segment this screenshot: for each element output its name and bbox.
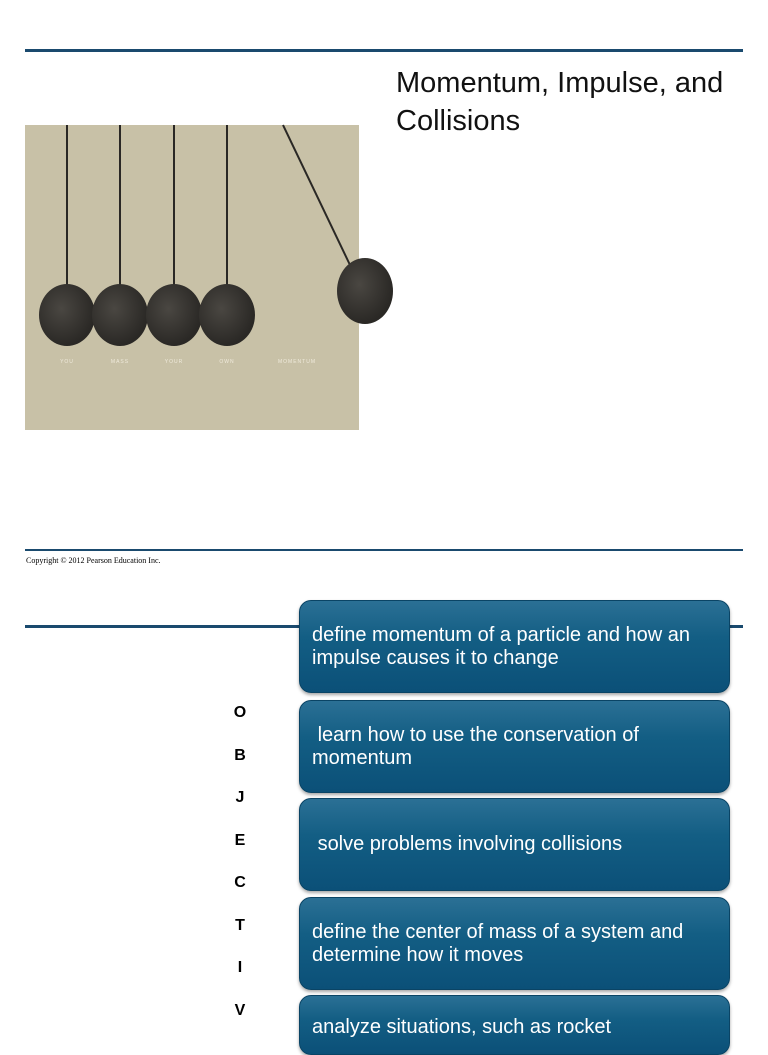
objectives-letter: O [233,704,247,721]
objective-box [299,798,730,891]
objectives-rule-left [25,625,301,628]
slide-title: Momentum, Impulse, and Collisions [396,67,724,137]
image-label-momentum: MOMENTUM [278,359,316,365]
top-rule [25,49,743,52]
objective-text: analyze situations, such as rocket [312,1016,612,1038]
objective-box [299,897,730,990]
footer-rule [25,549,743,551]
objective-box [299,600,730,693]
objectives-letter: B [234,746,246,764]
objective-box [299,700,730,793]
image-label-your: YOUR [164,359,184,365]
image-label-mass: MASS [110,359,130,365]
objective-text: solve problems involving collisions [312,833,623,855]
objectives-letter: V [234,1001,246,1019]
image-label-own: OWN [219,359,235,365]
image-label-you: YOU [60,359,74,365]
objectives-vertical-label [225,700,255,1040]
objectives-rule-right [728,625,743,628]
objective-text: define the center of mass of a system and determine how it moves [312,920,684,966]
objective-box [299,995,730,1055]
objectives-letter: J [235,789,245,806]
newtons-cradle-image [25,125,359,430]
objectives-letter: I [237,959,243,976]
objectives-letter: E [234,831,246,849]
objectives-letter: C [234,874,246,891]
objective-text: define momentum of a particle and how an impulse causes it to change [312,623,690,669]
objective-text: learn how to use the conservation of momentum [312,723,645,769]
objectives-letter: T [235,916,245,934]
copyright-text: Copyright © 2012 Pearson Education Inc. [26,556,161,565]
